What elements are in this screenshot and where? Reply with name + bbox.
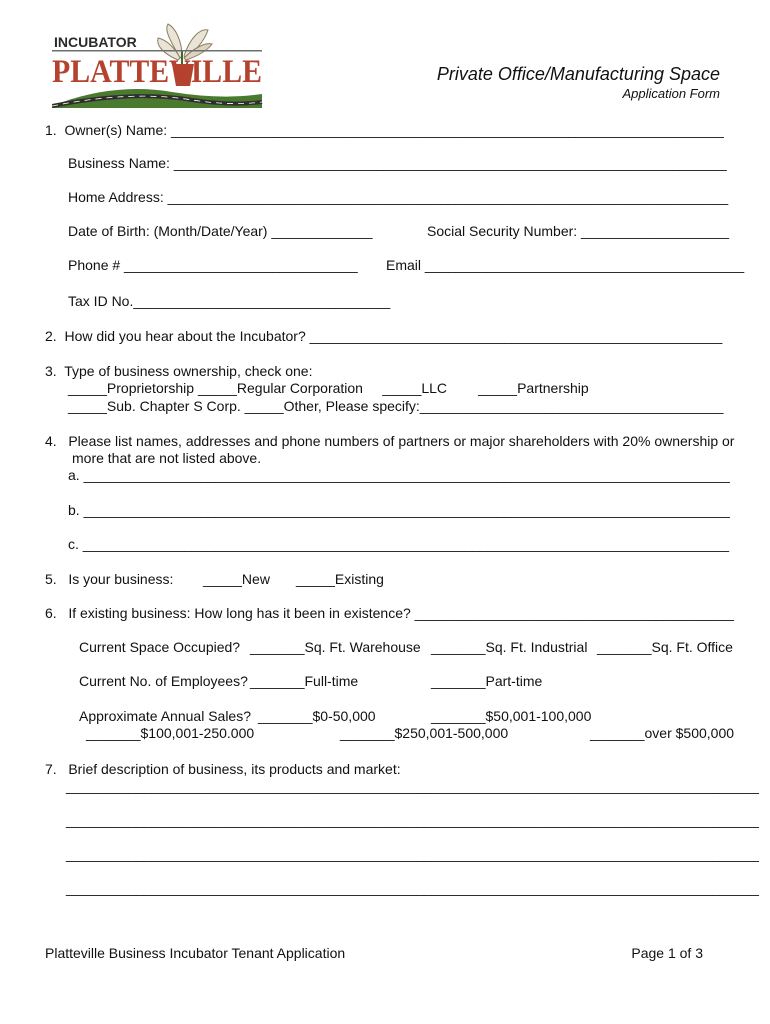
tax-id-field[interactable]: Tax ID No._________________________________ <box>68 293 391 309</box>
form-subtitle: Application Form <box>622 86 720 101</box>
partners-label: 4. Please list names, addresses and phone numbers of partners or major shareholders with 20% ownership or <box>45 433 735 449</box>
business-name-field[interactable]: Business Name: _______________________________________________________________________ <box>68 155 727 171</box>
sales-option-4[interactable]: _______$250,001-500,000 <box>340 725 509 741</box>
owner-name-field[interactable]: 1. Owner(s) Name: _______________________________________________________________________ <box>45 122 724 138</box>
business-new-option[interactable]: _____New <box>203 571 270 587</box>
form-title: Private Office/Manufacturing Space <box>436 64 720 84</box>
platteville-incubator-logo <box>52 20 264 108</box>
description-line-1[interactable]: _________________________________________________________________________________________ <box>66 778 759 794</box>
logo-top-text: INCUBATOR <box>54 34 137 50</box>
description-line-3[interactable]: _________________________________________________________________________________________ <box>66 846 759 862</box>
partner-line-a[interactable]: a. ___________________________________________________________________________________ <box>68 467 730 483</box>
ownership-options-row1[interactable]: _____Proprietorship _____Regular Corporation _____LLC _____Partnership <box>68 380 589 396</box>
ssn-field[interactable]: Social Security Number: ___________________ <box>427 223 729 239</box>
partner-line-b[interactable]: b. ___________________________________________________________________________________ <box>68 502 730 518</box>
sales-option-3[interactable]: _______$100,001-250.000 <box>86 725 255 741</box>
partners-label-cont: more that are not listed above. <box>72 450 262 466</box>
footer-title: Platteville Business Incubator Tenant Application <box>45 945 346 961</box>
ownership-options-row2[interactable]: _____Sub. Chapter S Corp. _____Other, Please specify:_______________________________________ <box>68 398 724 414</box>
part-time-field[interactable]: _______Part-time <box>431 673 543 689</box>
space-industrial-field[interactable]: _______Sq. Ft. Industrial <box>431 639 588 655</box>
space-warehouse-field[interactable]: _______Sq. Ft. Warehouse <box>250 639 421 655</box>
logo-main-text: PLATTEVILLE <box>52 54 262 90</box>
sales-option-5[interactable]: _______over $500,000 <box>590 725 735 741</box>
ownership-type-label: 3. Type of business ownership, check one: <box>45 363 313 379</box>
annual-sales-label: Approximate Annual Sales? <box>79 708 251 724</box>
business-description-label: 7. Brief description of business, its products and market: <box>45 761 401 777</box>
business-status-label: 5. Is your business: <box>45 571 174 587</box>
sales-option-2[interactable]: _______$50,001-100,000 <box>431 708 592 724</box>
business-existing-option[interactable]: _____Existing <box>296 571 384 587</box>
description-line-4[interactable]: _________________________________________________________________________________________ <box>66 880 759 896</box>
date-of-birth-field[interactable]: Date of Birth: (Month/Date/Year) _____________ <box>68 223 373 239</box>
description-line-2[interactable]: _________________________________________________________________________________________ <box>66 812 759 828</box>
existence-duration-field[interactable]: 6. If existing business: How long has it been in existence? _________________________________________ <box>45 605 734 621</box>
phone-field[interactable]: Phone # ______________________________ <box>68 257 358 273</box>
partner-line-c[interactable]: c. ___________________________________________________________________________________ <box>68 536 730 552</box>
employees-label: Current No. of Employees? <box>79 673 248 689</box>
home-address-field[interactable]: Home Address: ________________________________________________________________________ <box>68 189 729 205</box>
full-time-field[interactable]: _______Full-time <box>250 673 359 689</box>
space-occupied-label: Current Space Occupied? <box>79 639 241 655</box>
sales-option-1[interactable]: _______$0-50,000 <box>258 708 376 724</box>
space-office-field[interactable]: _______Sq. Ft. Office <box>597 639 733 655</box>
page-number: Page 1 of 3 <box>631 945 703 961</box>
email-field[interactable]: Email _________________________________________ <box>386 257 745 273</box>
heard-about-field[interactable]: 2. How did you hear about the Incubator? _____________________________________________________ <box>45 328 723 344</box>
